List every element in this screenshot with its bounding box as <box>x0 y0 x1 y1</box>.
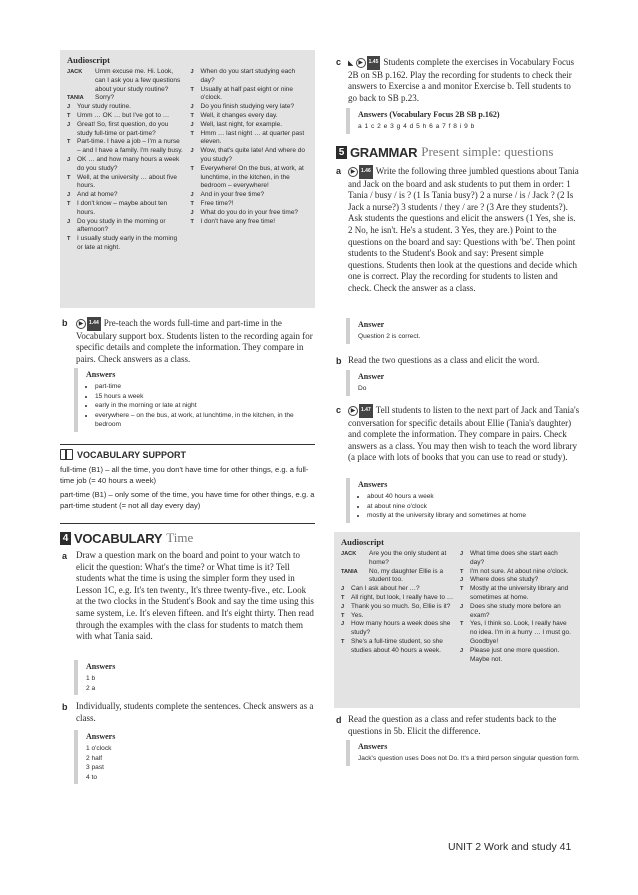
exercise-label: b <box>336 356 342 366</box>
answers-list: a 1 c 2 e 3 g 4 d 5 h 6 a 7 f 8 i 9 b <box>358 123 475 130</box>
answers-list: Do <box>358 385 367 392</box>
speaker-label: T <box>190 200 194 207</box>
page-footer: UNIT 2 Work and study 41 <box>448 841 572 853</box>
exercise-body: Pre-teach the words full-time and part-time in the Vocabulary support box. Students listen to the recording again for specific details and complete the information. They compare in pairs. Check answers as a class. <box>76 317 313 364</box>
vocabulary-entry: part-time (B1) – only some of the time, you have time for other things, e.g. a part-time student (= not all day every day) <box>60 490 315 510</box>
speaker-label: T <box>67 139 71 146</box>
speaker-label: T <box>341 612 345 619</box>
dialog-text: Free time?! <box>200 199 234 207</box>
section-subtitle: Time <box>166 530 194 545</box>
dialog-column <box>67 68 185 253</box>
answers-title: Answers <box>86 662 116 671</box>
exercise-label: a <box>62 551 68 561</box>
speaker-label: T <box>341 638 345 645</box>
answers-box <box>74 368 314 432</box>
dialog-text: And in your free time? <box>200 191 265 199</box>
exercise-label: b <box>62 702 68 712</box>
exercise-label: d <box>336 715 342 725</box>
answers-box <box>346 740 580 766</box>
speaker-label: T <box>67 200 71 207</box>
vocabulary-entry: full-time (B1) – all the time, you don't have time for other things, e.g. a full-time job (= 40 hours a week) <box>60 465 309 485</box>
dialog-text: Do you study in the morning or afternoon? <box>77 217 166 234</box>
speaker-label: T <box>190 86 194 93</box>
dialog-text: Yes. <box>351 611 364 619</box>
dialog-text: Please just one more question. Maybe not. <box>470 646 560 663</box>
dialog-text: What do you do in your free time? <box>200 208 299 216</box>
dialog-text: Everywhere! On the bus, at work, at lunchtime, in the kitchen, in the bedroom – everywhere! <box>200 164 304 190</box>
speaker-label: T <box>67 236 71 243</box>
answer-item: • early in the morning or late at night <box>95 401 314 411</box>
answers-list: Question 2 is correct. <box>358 333 421 340</box>
dialog-line <box>67 156 185 174</box>
dialog-column <box>341 550 454 664</box>
dialog-line <box>67 200 185 218</box>
dialog-line <box>341 603 454 612</box>
vocabulary-support-box <box>60 444 315 524</box>
exercise-text <box>348 404 580 464</box>
exercise-label: b <box>62 318 68 328</box>
answer-item: • 15 hours a week <box>95 392 314 402</box>
speaker-label: J <box>341 621 345 628</box>
dialog-text: All right, but look, I really have to … <box>351 593 454 601</box>
exercise-label: a <box>336 166 342 176</box>
exercise-text: Read the two questions as a class and elicit the word. <box>348 355 540 365</box>
answer-item: • part-time <box>95 382 314 392</box>
audioscript-box <box>60 50 315 308</box>
dialog-text: Part-time. I have a job – I'm a nurse – and I have a family. I'm really busy. <box>77 138 183 155</box>
speaker-label: J <box>190 69 194 75</box>
dialog-line <box>67 138 185 156</box>
speaker-label: J <box>460 551 464 557</box>
audio-track-icon[interactable]: ▶ 1.45 <box>356 56 381 70</box>
dialog-text: When do you start studying each day? <box>200 68 296 84</box>
dialog-text: OK … and how many hours a week do you study? <box>77 155 180 172</box>
dialog-text: Umm … OK … but I've got to … <box>77 111 170 119</box>
speaker-label: J <box>190 209 194 216</box>
speaker-label: T <box>460 621 464 628</box>
answer-item: 2 a <box>86 684 96 692</box>
headphones-icon: ◣ <box>348 58 354 67</box>
answers-box <box>74 730 314 784</box>
dialog-line <box>460 568 573 577</box>
dialog-line <box>191 130 309 148</box>
dialog-text: Great! So, first question, do you study full-time or part-time? <box>77 120 169 137</box>
answers-title: Answers <box>86 732 116 741</box>
speaker-label: J <box>341 603 345 610</box>
dialog-line <box>191 209 309 218</box>
dialog-line <box>191 191 309 200</box>
dialog-text: Hmm … last night … at quarter past eleven. <box>200 129 305 146</box>
dialog-text: Well, it changes every day. <box>200 111 278 119</box>
speaker-label: T <box>190 218 194 225</box>
answers-title: Answer <box>358 372 385 381</box>
speaker-label: T <box>67 112 71 119</box>
dialog-text: She's a full-time student, so she studies about 40 hours a week. <box>351 637 443 654</box>
speaker-label: J <box>67 156 71 163</box>
answers-title: Answers <box>358 480 388 489</box>
exercise-body: Students complete the exercises in Vocabulary Focus 2B on SB p.162. Play the recording for students to check their answers to Exercise a and monitor Exercise b. Tell students to go back to SB p.23. <box>348 56 575 103</box>
dialog-line <box>460 620 573 646</box>
answer-item: 1 b <box>86 675 96 682</box>
answers-box <box>346 318 580 344</box>
speaker-label: T <box>190 165 194 172</box>
dialog-line <box>341 620 454 638</box>
speaker-label: T <box>190 130 194 137</box>
speaker-label: T <box>341 594 345 601</box>
dialog-line <box>67 191 185 200</box>
answer-item: • everywhere – on the bus, at work, at lunchtime, in the kitchen, in the bedroom <box>95 411 314 430</box>
answers-list: Jack's question uses Does not Do. It's a third person singular question form. <box>358 755 580 762</box>
dialog-line <box>67 218 185 236</box>
section-subtitle: Present simple: questions <box>421 144 554 159</box>
exercise-label: c <box>336 405 342 415</box>
dialog-line <box>191 112 309 121</box>
speaker-label: JACK <box>67 69 83 75</box>
answer-item: 4 to <box>86 773 97 781</box>
audio-track-icon[interactable]: ▶ 1.46 <box>348 165 373 179</box>
answer-item: • about 40 hours a week <box>367 492 580 502</box>
dialog-line <box>67 112 185 121</box>
speaker-label: J <box>341 586 345 593</box>
dialog-line <box>67 174 185 192</box>
speaker-label: J <box>67 218 71 225</box>
dialog-line <box>67 68 185 94</box>
dialog-text: I'm not sure. At about nine o'clock. <box>470 567 569 575</box>
dialog-text: Well, at the university … about five hours. <box>77 173 177 190</box>
dialog-text: Well, last night, for example. <box>200 120 283 128</box>
dialog-text: Do you finish studying very late? <box>200 103 295 111</box>
dialog-text: Umm excuse me. Hi. Look, can I ask you a few questions about your study routine? <box>95 68 181 93</box>
exercise-text <box>76 317 314 365</box>
speaker-label: J <box>67 121 71 128</box>
answers-list <box>86 382 314 430</box>
dialog-text: What time does she start each day? <box>470 550 558 566</box>
answer-item: • at about nine o'clock <box>367 502 580 512</box>
dialog-text: I don't have any free time! <box>200 217 276 225</box>
dialog-text: Yes, I think so. Look, I really have no idea. I'm in a hurry … I must go. Goodbye! <box>470 620 571 645</box>
dialog-text: How many hours a week does she study? <box>351 620 451 637</box>
answer-item: • mostly at the university library and sometimes at home <box>367 511 580 521</box>
dialog-line <box>67 103 185 112</box>
dialog-column <box>460 550 573 664</box>
exercise-text <box>348 165 580 295</box>
dialog-text: I don't know – maybe about ten hours. <box>77 199 168 216</box>
dialog-line <box>191 200 309 209</box>
dialog-line <box>341 594 454 603</box>
audio-track-icon[interactable]: ▶ 1.47 <box>348 404 373 418</box>
exercise-body: Write the following three jumbled questions about Tania and Jack on the board and ask students to put them in order: 1 Tania / busy / is ? (1 Is Tania busy?) 2 a nurse / is / Jack ? (2 Is Jack a nurse?) 3 students / they / are ? (3 Are they students?). Ask students the questions and elicit the answers (1 Yes, she is. 2 No, he isn't. He's a student. 3 Yes, they are.) Point to the questions on the board and say: Questions with 'be'. Then point students to the Student's Book and say: Present simple questions. Students then look at the questions and decide which one is correct. Play the recording for students to listen and check. Check the answer as a class. <box>348 165 579 293</box>
audioscript-box <box>334 532 580 708</box>
answers-box <box>346 370 580 396</box>
dialog-line <box>191 103 309 112</box>
answers-title: Answers (Vocabulary Focus 2B SB p.162) <box>358 110 500 119</box>
speaker-label: T <box>460 586 464 593</box>
speaker-label: J <box>460 603 464 610</box>
dialog-column <box>191 68 309 253</box>
answers-title: Answer <box>358 320 385 329</box>
speaker-label: T <box>460 568 464 575</box>
dialog-line <box>191 68 309 86</box>
section-number: 4 <box>60 532 71 545</box>
answer-item: 2 half <box>86 754 103 762</box>
audioscript-title: Audioscript <box>341 537 384 547</box>
book-icon <box>60 449 73 460</box>
dialog-text: And at home? <box>77 191 118 199</box>
dialog-text: Are you the only student at home? <box>369 550 447 566</box>
dialog-text: Where does she study? <box>470 576 539 584</box>
vocabulary-support-title: VOCABULARY SUPPORT <box>77 449 187 460</box>
answers-box <box>346 478 580 523</box>
dialog-line <box>191 86 309 104</box>
dialog-text: Sorry? <box>95 94 115 102</box>
exercise-label: c <box>336 57 342 67</box>
speaker-label: J <box>190 192 194 199</box>
dialog-text: I usually study early in the morning or late at night. <box>77 235 178 251</box>
dialog-line <box>341 550 454 568</box>
section-title: GRAMMAR <box>350 144 418 160</box>
dialog-text: Your study routine. <box>77 103 131 111</box>
dialog-line <box>460 550 573 568</box>
dialog-line <box>67 94 185 103</box>
exercise-body: Tell students to listen to the next part of Jack and Tania's conversation for specific details about Ellie (Tania's daughter) and complete the information. They compare in pairs. Check answers as a class. You may then wish to teach the word library (a place with lots of books that you can use to read or study). <box>348 404 580 463</box>
speaker-label: T <box>190 112 194 119</box>
speaker-label: TANIA <box>341 568 358 575</box>
dialog-line <box>67 235 185 253</box>
speaker-label: J <box>67 104 71 111</box>
dialog-line <box>341 638 454 656</box>
dialog-line <box>460 585 573 603</box>
dialog-line <box>460 647 573 665</box>
dialog-text: Can I ask about her …? <box>351 585 420 593</box>
dialog-line <box>191 165 309 191</box>
answers-box <box>74 660 314 695</box>
answers-title: Answers <box>358 742 388 751</box>
dialog-text: Wow, that's quite late! And where do you study? <box>200 147 305 163</box>
dialog-line <box>341 612 454 621</box>
audio-track-icon[interactable]: ▶ 1.44 <box>76 317 101 331</box>
dialog-text: Usually at half past eight or nine o'clock. <box>200 85 293 102</box>
speaker-label: J <box>460 577 464 584</box>
answers-list <box>86 674 314 693</box>
dialog-line <box>191 147 309 165</box>
answer-item: 1 o'clock <box>86 745 112 752</box>
dialog-text: No, my daughter Ellie is a student too. <box>369 567 444 584</box>
section-title: VOCABULARY <box>74 530 163 546</box>
answer-item: 3 past <box>86 764 104 772</box>
speaker-label: T <box>67 174 71 181</box>
section-heading <box>60 530 193 546</box>
dialog-line <box>67 121 185 139</box>
speaker-label: TANIA <box>67 95 84 102</box>
answers-list <box>358 492 580 521</box>
dialog-line <box>191 218 309 227</box>
answers-title: Answers <box>86 370 116 379</box>
speaker-label: J <box>190 148 194 155</box>
section-heading <box>336 144 553 160</box>
speaker-label: J <box>67 192 71 199</box>
dialog-line <box>191 121 309 130</box>
speaker-label: J <box>190 104 194 111</box>
section-number: 5 <box>336 146 347 159</box>
dialog-text: Mostly at the university library and sometimes at home. <box>470 585 569 601</box>
exercise-text: Draw a question mark on the board and point to your watch to elicit the question: What's the time? or What time is it? Tell students what the time is using the simpler form they used in Lesson 1C, e.g. It's ten twenty., It's three twenty-five., etc. Look at the two clocks in the Student's Book and say the time using this same system, i.e. It's eleven fifteen. and It's eight thirty. Then read through the examples with the class for students to match them with what Tania said. <box>76 550 314 642</box>
answers-box <box>346 108 580 134</box>
dialog-line <box>341 585 454 594</box>
exercise-text: Individually, students complete the sentences. Check answers as a class. <box>76 701 314 723</box>
dialog-line <box>460 576 573 585</box>
exercise-text <box>348 56 580 104</box>
audioscript-title: Audioscript <box>67 55 110 65</box>
dialog-text: Thank you so much. So, Ellie is it? <box>351 602 451 610</box>
dialog-line <box>460 603 573 621</box>
exercise-text: Read the question as a class and refer students back to the questions in 5b. Elicit the difference. <box>348 714 557 736</box>
speaker-label: JACK <box>341 551 357 557</box>
speaker-label: J <box>460 647 464 654</box>
dialog-line <box>341 568 454 586</box>
dialog-text: Does she study more before an exam? <box>470 602 561 619</box>
answers-list <box>86 744 314 782</box>
speaker-label: J <box>190 121 194 128</box>
